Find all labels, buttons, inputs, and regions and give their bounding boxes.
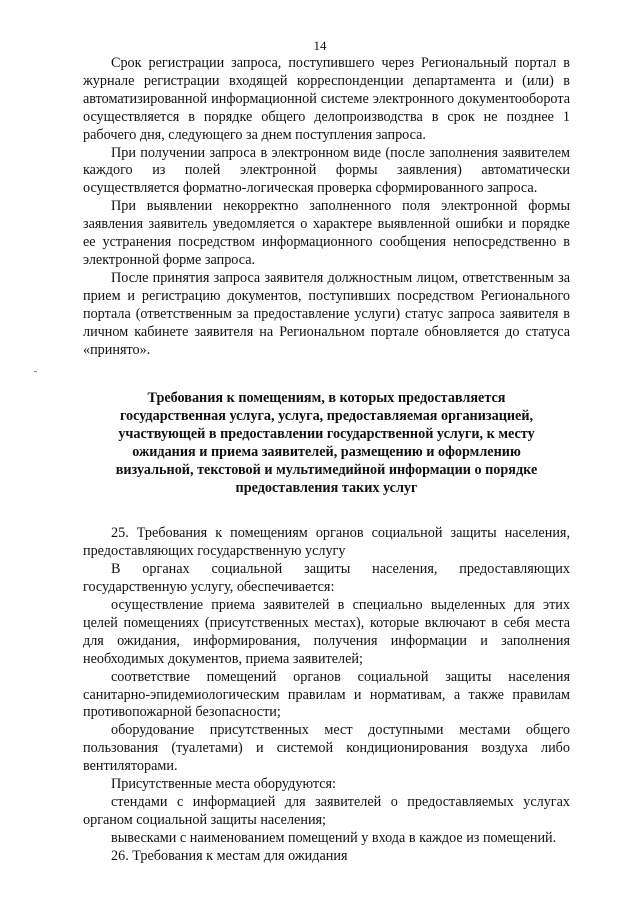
section-heading: Требования к помещениям, в которых предоставляется государственная услуга, услуга, предоставляемая организацией, участвующей в предоставлении государственной услуги, к месту ожидания и приема заявителей, размещению и оформлению визуальной, текстовой и мультимедийной информации о порядке предоставления таких услуг: [115, 390, 538, 497]
paragraph-item-26: 26. Требования к местам для ожидания: [111, 847, 348, 864]
paragraph-status-accepted: После принятия запроса заявителя должностным лицом, ответственным за прием и регистрацию документов, поступивших посредством Регионального портала (ответственным за предоставление услуги) статус запроса заявителя в личном кабинете заявителя на Региональном портале обновляется до статуса «принято».: [83, 269, 570, 358]
paragraph-sanitary-rules: соответствие помещений органов социальной защиты населения санитарно-эпидемиологическим правилам и нормативам, а также правилам противопожарной безопасности;: [83, 668, 570, 721]
paragraph-info-stands: стендами с информацией для заявителей о предоставляемых услугах органом социальной защиты населения;: [83, 794, 570, 828]
paragraph-registration-term: Срок регистрации запроса, поступившего через Региональный портал в журнале регистрации входящей корреспонденции департамента и (или) в автоматизированной информационной системе электронного документооборота осуществляется в порядке общего делопроизводства в срок не позднее 1 рабочего дня, следующего за днем поступления запроса.: [83, 55, 570, 143]
paragraph-error-notice: При выявлении некорректно заполненного поля электронной формы заявления заявитель уведомляется о характере выявленной ошибки и порядке ее устранения посредством информационного сообщения непосредственно в электронной форме запроса.: [83, 198, 570, 268]
paragraph-format-check: При получении запроса в электронном виде (после заполнения заявителем каждого из полей электронной формы заявления) автоматически осуществляется форматно-логическая проверка сформированного запроса.: [83, 144, 570, 197]
page-content: [83, 55, 570, 866]
paragraph-item-25: 25. Требования к помещениям органов социальной защиты населения, предоставляющих государственную услугу: [83, 525, 570, 560]
paragraph-equipped-with: Присутственные места оборудуются:: [111, 776, 336, 793]
paragraph-reception-places: осуществление приема заявителей в специально выделенных для этих целей помещениях (присутственных местах), которые включают в себя места для ожидания, информирования, получения информации и заполнения необходимых документов, приема заявителей;: [83, 597, 570, 667]
page-number: 14: [313, 38, 327, 53]
paragraph-facilities: оборудование присутственных мест доступными местами общего пользования (туалетами) и системой кондиционирования воздуха либо вентиляторами.: [83, 722, 570, 775]
paragraph-signboards: вывесками с наименованием помещений у входа в каждое из помещений.: [111, 829, 557, 846]
margin-mark: [34, 371, 37, 372]
paragraph-ensured: В органах социальной защиты населения, предоставляющих государственную услугу, обеспечивается:: [83, 561, 570, 596]
